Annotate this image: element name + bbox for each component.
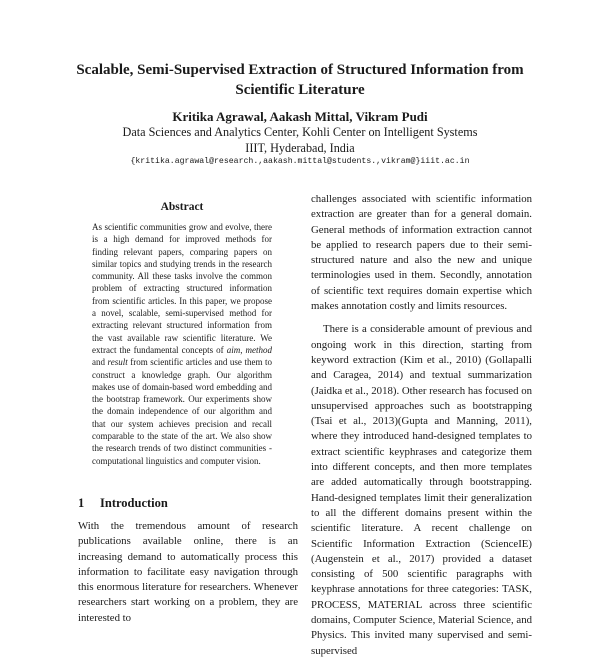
introduction-paragraph: With the tremendous amount of research publications available online, there is an increasing demand to automatically process this information to facilitate easy navigation through this enormous literature for researchers. Whenever researchers start working on a problem, they are interested to xyxy=(78,520,298,624)
author-emails: {kritika.agrawal@research.,aakash.mittal@students.,vikram@}iiit.ac.in xyxy=(130,157,470,166)
abstract-text-part2: from scientific articles and use them to construct a knowledge graph. Our algorithm makes use of domain-based word embedding and the bootstrap framework. Our experiments show the domain independence of our algorithm and that our system achieves precision and recall comparable to the state of the art. We also show the research trends of two distinct communities - computational linguistics and computer vision. xyxy=(92,357,272,466)
abstract-separator-2: and xyxy=(92,357,108,368)
abstract-body xyxy=(92,221,272,467)
right-column-paragraph-1: challenges associated with scientific information extraction are greater than for a general domain. General methods of information extraction cannot be applied to research papers due to their semi-structured nature and also the new and unique terminologies used in them. Secondly, annotation of scientific text requires domain expertise which makes annotation costly and limits resources. xyxy=(311,193,532,313)
introduction-heading xyxy=(78,495,288,511)
right-column-paragraph-2: There is a considerable amount of previous and ongoing work in this direction, starting from keyword extraction (Kim et al., 2010) (Gollapalli and Caragea, 2014) and textual summarization (Jaidka et al., 2018). Other research has focused on unsupervised approaches such as bootstrapping (Tsai et al., 2013)(Gupta and Manning, 2011), where they introduced hand-designed templates to extract scientific keyphrases and categorize them into different concepts, and then more templates are added automatically through bootstrapping. Hand-designed templates limit their generalization to all the different domains present within the scientific literature. A recent challenge on Scientific Information Extraction (ScienceIE) (Augenstein et al., 2017) provided a dataset consisting of 500 scientific paragraphs with keyphrase annotations for three categories: TASK, PROCESS, MATERIAL across three scientific domains, Computer Science, Material Science, and Physics. This invited many supervised and semi-supervised xyxy=(311,323,532,657)
right-column xyxy=(311,192,532,659)
abstract-term-method: method xyxy=(245,344,273,355)
section-title: Introduction xyxy=(100,496,168,510)
affiliation-line-2: IIIT, Hyderabad, India xyxy=(245,141,355,155)
abstract-separator-1: , xyxy=(240,344,246,355)
abstract-heading: Abstract xyxy=(160,201,204,213)
section-number: 1 xyxy=(78,496,85,510)
affiliation-line-1: Data Sciences and Analytics Center, Kohli Center on Intelligent Systems xyxy=(122,125,478,139)
abstract-text-part1: As scientific communities grow and evolve, there is a high demand for improved methods for finding relevant papers, comparing papers on similar topics and studying trends in the research community. All these tasks involve the common problem of extracting structured information from scientific articles. In this paper, we propose a novel, scalable, semi-supervised method for extracting relevant structured information from the vast available raw scientific literature. We extract the fundamental concepts of xyxy=(92,222,272,355)
abstract-term-result: result xyxy=(107,357,128,368)
paper-authors: Kritika Agrawal, Aakash Mittal, Vikram Pudi xyxy=(172,109,428,124)
paper-title: Scalable, Semi-Supervised Extraction of Structured Information from Scientific Literature xyxy=(76,62,524,98)
abstract-term-aim: aim xyxy=(226,344,241,355)
